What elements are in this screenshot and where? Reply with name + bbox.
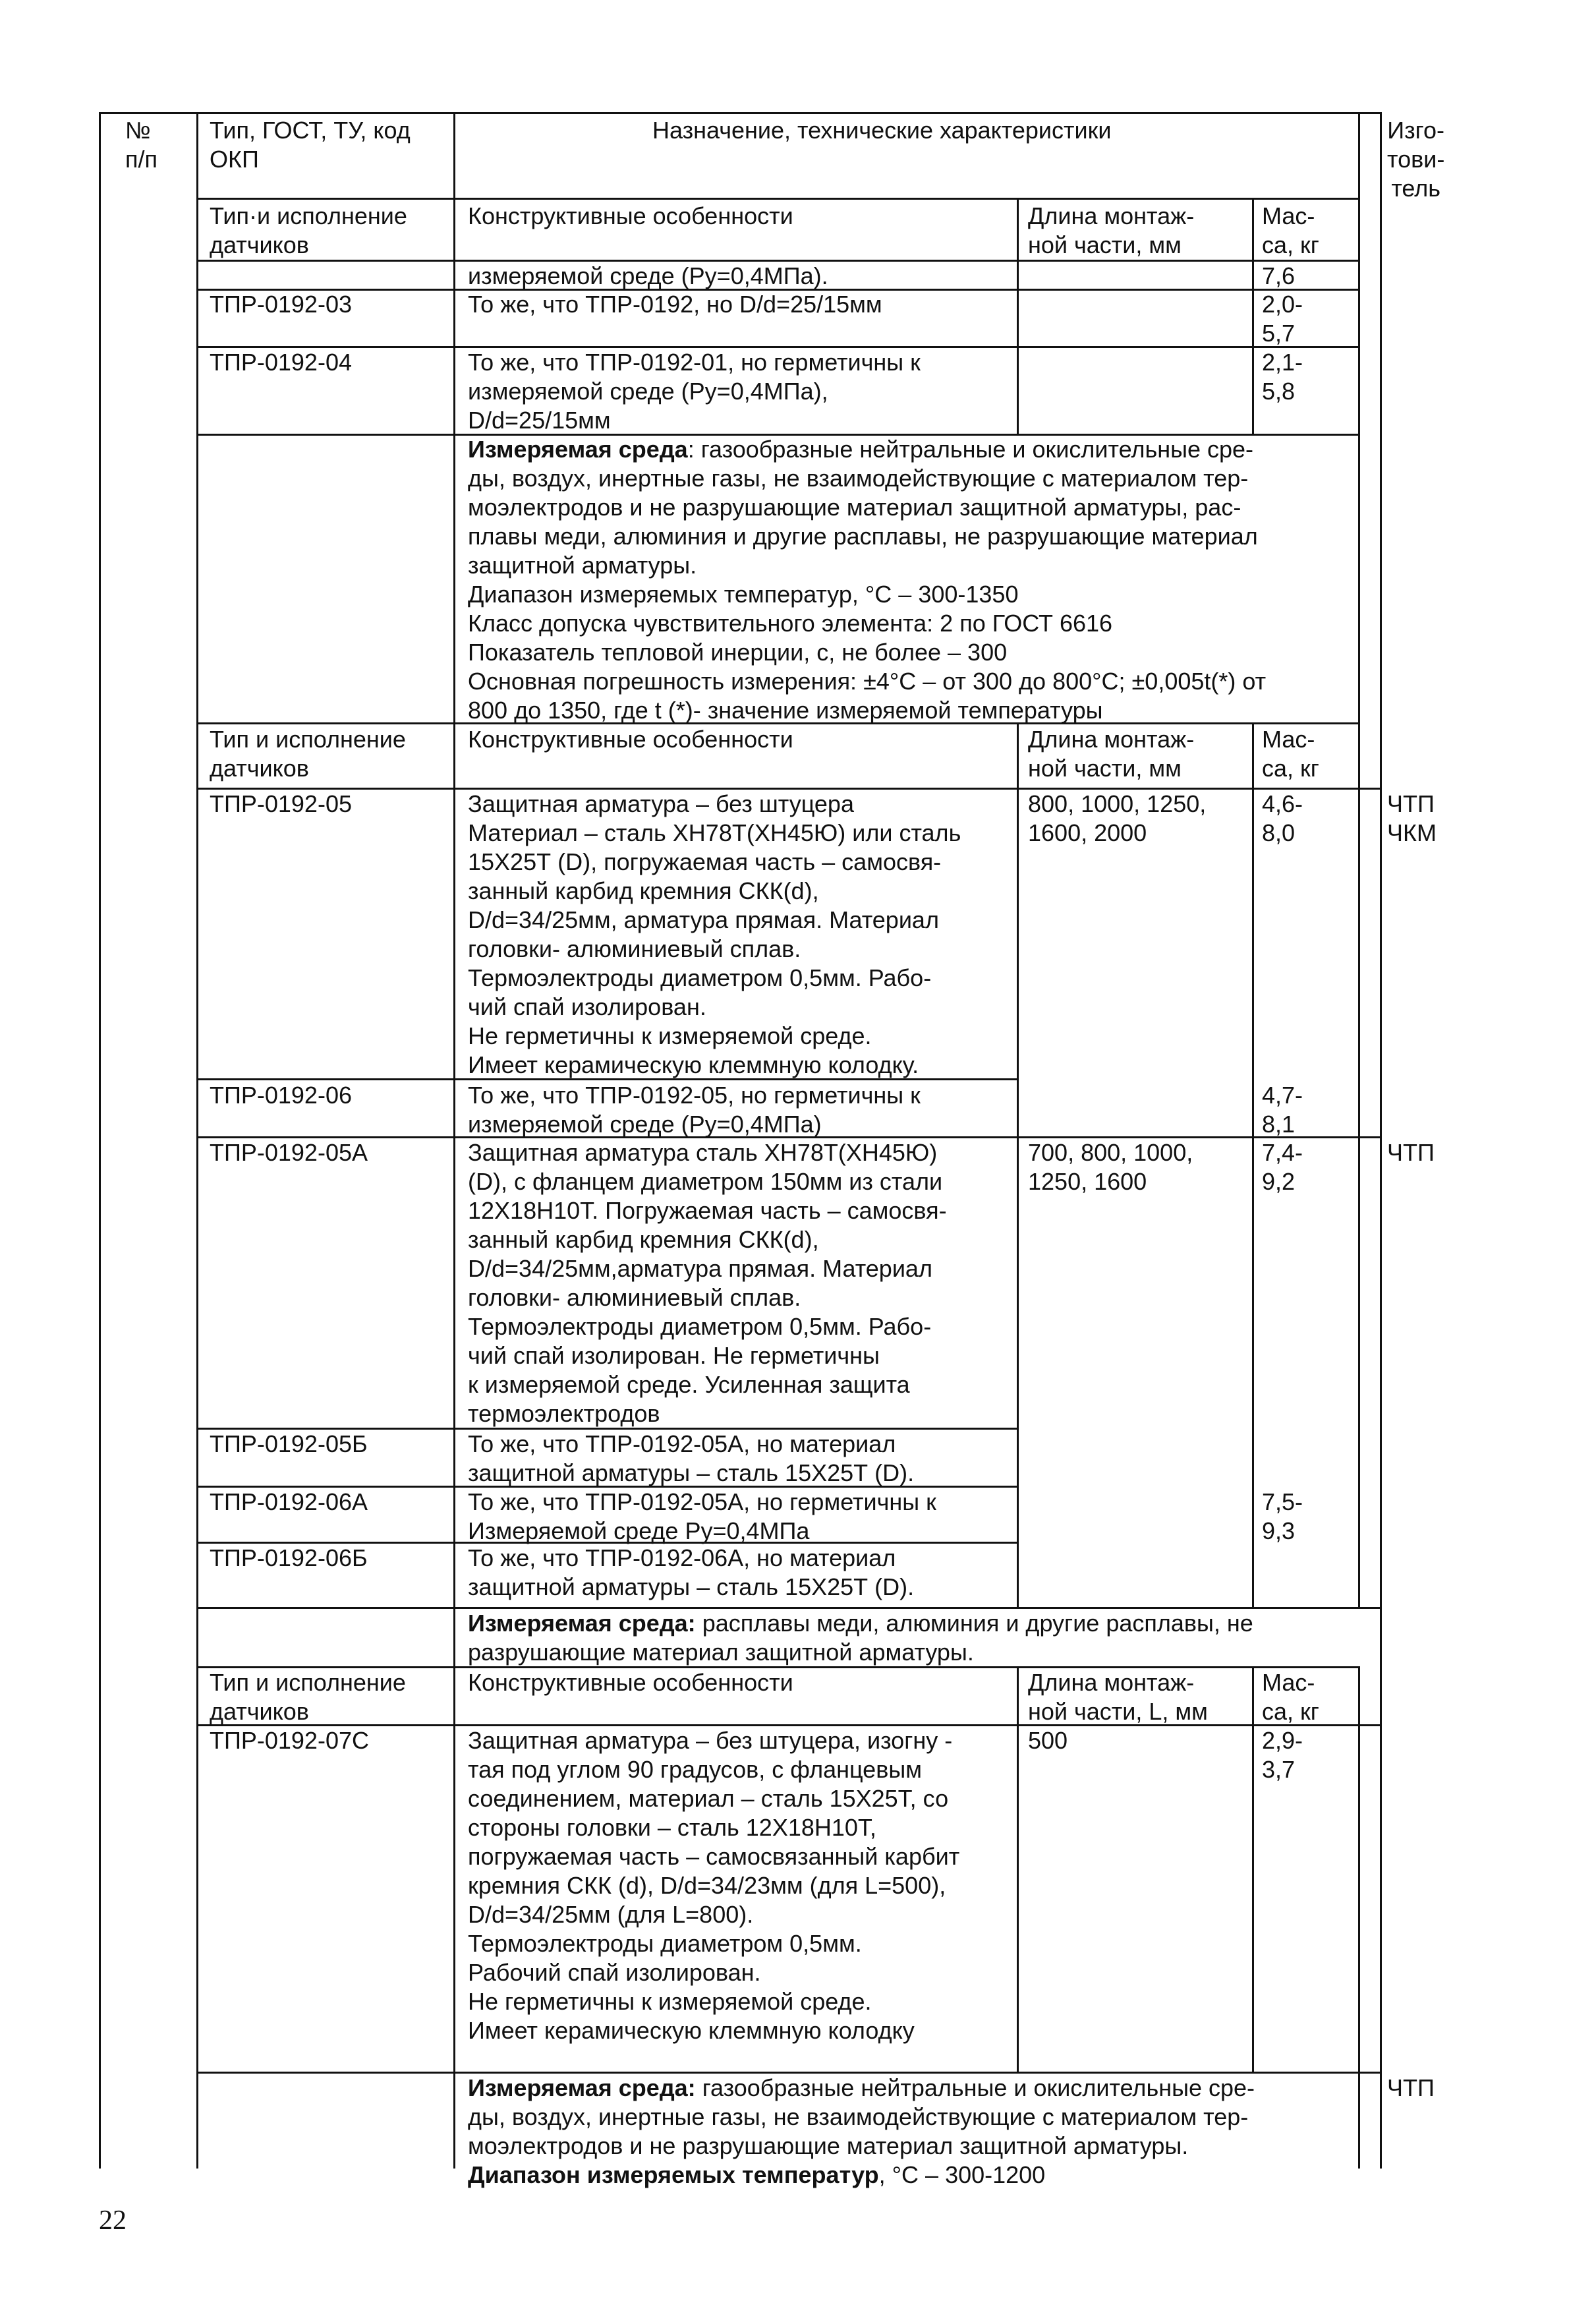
table-row-maker: ЧТП <box>1387 2074 1435 2101</box>
medium-description-3 <box>468 2074 1255 2190</box>
table-row-design: Защитная арматура – без штуцера Материал – сталь ХН78Т(ХН45Ю) или сталь 15Х25Т (D), погружаемая часть – самосвя- занный карбид кремния СКК(d), D/d=34/25мм, арматура прямая. Материал головки- алюминиевый сплав. Термоэлектроды диаметром 0,5мм. Рабо- чий спай изолирован. Не герметичны к измеряемой среде. Имеет керамическую клеммную колодку. <box>468 790 961 1078</box>
table-row-type: ТПР-0192-05 <box>210 790 352 817</box>
subheader-length: Длина монтаж- ной части, мм <box>1028 726 1195 782</box>
table-row-type: ТПР-0192-06А <box>210 1488 368 1515</box>
table-row-mass: 7,4- 9,2 <box>1262 1139 1303 1195</box>
section1-continued-design: измеряемой среде (Ру=0,4МПа). <box>468 262 828 289</box>
table-row-length: 700, 800, 1000, 1250, 1600 <box>1028 1139 1193 1195</box>
subheader-mass: Мас- са, кг <box>1262 726 1319 782</box>
table-row-type: ТПР-0192-04 <box>210 349 352 376</box>
subheader-design: Конструктивные особенности <box>468 202 793 229</box>
table-row-length: 500 <box>1028 1727 1068 1754</box>
medium-label: Измеряемая среда <box>468 436 688 463</box>
subheader-mass: Мас- са, кг <box>1262 202 1319 258</box>
medium-description-2 <box>468 1609 1253 1667</box>
table-row-type: ТПР-0192-03 <box>210 291 352 318</box>
subheader-type: Тип и исполнение датчиков <box>210 1669 406 1725</box>
header-maker: Изго- тови- тель <box>1387 117 1445 202</box>
subheader-type: Тип·и исполнение датчиков <box>210 202 407 258</box>
table-row-maker: ЧТП ЧКМ <box>1387 790 1437 846</box>
subheader-design: Конструктивные особенности <box>468 1669 793 1696</box>
medium-text: газообразные нейтральные и окислительные сре- ды, воздух, инертные газы, не взаимодействующие с материалом тер- моэлектродов и не разрушающие материал защитной арматуры. <box>468 2074 1255 2159</box>
table-row-mass: 2,9- 3,7 <box>1262 1727 1303 1783</box>
header-purpose: Назначение, технические характеристики <box>652 117 1112 144</box>
table-row-type: ТПР-0192-07С <box>210 1727 369 1754</box>
subheader-mass: Мас- са, кг <box>1262 1669 1319 1725</box>
table-row-design: То же, что ТПР-0192-06А, но материал защитной арматуры – сталь 15Х25Т (D). <box>468 1544 915 1600</box>
table-row-mass: 2,1- 5,8 <box>1262 349 1303 405</box>
table-row-type: ТПР-0192-06 <box>210 1082 352 1109</box>
subheader-length: Длина монтаж- ной части, L, мм <box>1028 1669 1208 1725</box>
subheader-length: Длина монтаж- ной части, мм <box>1028 202 1195 258</box>
table-row-design: То же, что ТПР-0192-05А, но герметичны к Измеряемой среде Ру=0,4МПа <box>468 1488 936 1544</box>
table-row-design: То же, что ТПР-0192-05, но герметичны к измеряемой среде (Ру=0,4МПа) <box>468 1082 921 1138</box>
table-row-maker: ЧТП <box>1387 1139 1435 1166</box>
subheader-type: Тип и исполнение датчиков <box>210 726 406 782</box>
table-row-mass: 2,0- 5,7 <box>1262 291 1303 347</box>
table-row-design: Защитная арматура – без штуцера, изогну - тая под углом 90 градусов, с фланцевым соединением, материал – сталь 15Х25Т, со стороны головки – сталь 12Х18Н10Т, погружаемая часть – самосвязанный карбит кремния СКК (d), D/d=34/23мм (для L=500), D/d=34/25мм (для L=800). Термоэлектроды диаметром 0,5мм. Рабочий спай изолирован. Не герметичны к измеряемой среде. Имеет керамическую клеммную колодку <box>468 1727 960 2044</box>
medium-text: расплавы меди, алюминия и другие расплавы, не разрушающие материал защитной арматуры. <box>468 1610 1253 1666</box>
table-row-length: 800, 1000, 1250, 1600, 2000 <box>1028 790 1207 846</box>
table-row-design: То же, что ТПР-0192-01, но герметичны к измеряемой среде (Ру=0,4МПа), D/d=25/15мм <box>468 349 921 434</box>
header-num: № п/п <box>125 117 157 173</box>
table-row-mass: 4,7- 8,1 <box>1262 1082 1303 1138</box>
medium-label: Измеряемая среда: <box>468 2074 696 2101</box>
table-row-type: ТПР-0192-05А <box>210 1139 368 1166</box>
header-type: Тип, ГОСТ, ТУ, код ОКП <box>210 117 411 173</box>
temperature-range-label: Диапазон измеряемых температур <box>468 2161 879 2188</box>
table-row-design: То же, что ТПР-0192-05А, но материал защитной арматуры – сталь 15Х25Т (D). <box>468 1430 915 1486</box>
subheader-design: Конструктивные особенности <box>468 726 793 753</box>
table-row-design: Защитная арматура сталь ХН78Т(ХН45Ю) (D), с фланцем диаметром 150мм из стали 12Х18Н10Т. Погружаемая часть – самосвя- занный карбид кремния СКК(d), D/d=34/25мм,арматура прямая. Материал головки- алюминиевый сплав. Термоэлектроды диаметром 0,5мм. Рабо- чий спай изолирован. Не герметичны к измеряемой среде. Усиленная защита термоэлектродов <box>468 1139 947 1427</box>
medium-text: : газообразные нейтральные и окислительные сре- ды, воздух, инертные газы, не взаимодействующие с материалом тер- моэлектродов и не разрушающие материал защитной арматуры, рас- плавы меди, алюминия и другие расплавы, не разрушающие материал защитной арматуры. Диапазон измеряемых температур, °С – 300-1350 Класс допуска чувствительного элемента: 2 по ГОСТ 6616 Показатель тепловой инерции, с, не более – 300 Основная погрешность измерения: ±4°С – от 300 до 800°С; ±0,005t(*) от 800 до 1350, где t (*)- значение измеряемой температуры <box>468 436 1267 724</box>
table-row-mass: 4,6- 8,0 <box>1262 790 1303 846</box>
section1-continued-mass: 7,6 <box>1262 262 1296 289</box>
table-row-type: ТПР-0192-05Б <box>210 1430 368 1457</box>
medium-description-1 <box>468 435 1266 725</box>
table-row-design: То же, что ТПР-0192, но D/d=25/15мм <box>468 291 882 318</box>
temperature-range-text: , °С – 300-1200 <box>878 2161 1046 2188</box>
table-row-mass: 7,5- 9,3 <box>1262 1488 1303 1544</box>
medium-label: Измеряемая среда: <box>468 1610 696 1637</box>
table-row-type: ТПР-0192-06Б <box>210 1544 368 1571</box>
page-number: 22 <box>99 2205 127 2236</box>
